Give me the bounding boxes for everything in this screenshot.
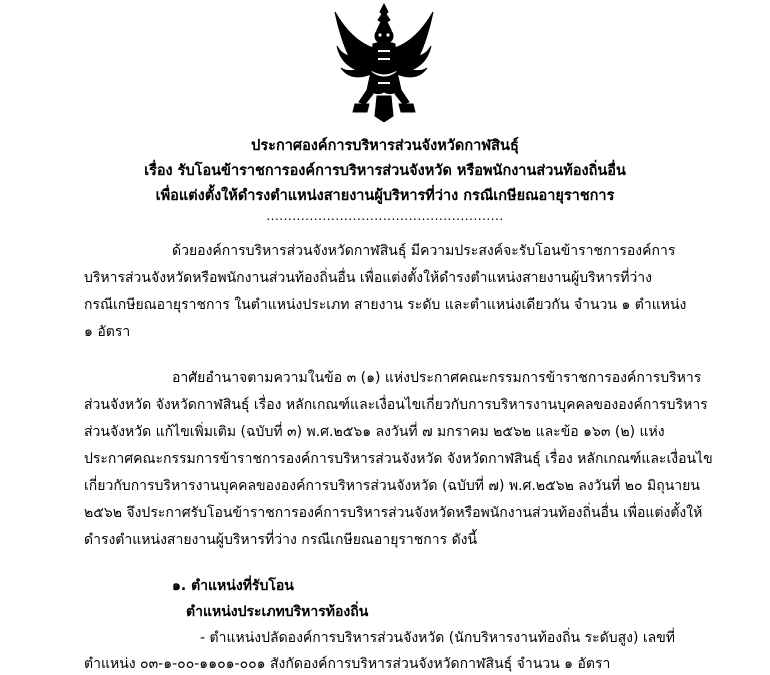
garuda-emblem-icon bbox=[331, 0, 437, 122]
paragraph-1-line: ๑ อัตรา bbox=[84, 324, 131, 340]
announcement-subject: เรื่อง รับโอนข้าราชการองค์การบริหารส่วนจังหวัด หรือพนักงานส่วนท้องถิ่นอื่น bbox=[144, 163, 626, 179]
paragraph-1-line: ด้วยองค์การบริหารส่วนจังหวัดกาฬสินธุ์ มีความประสงค์จะรับโอนข้าราชการองค์การ bbox=[172, 243, 676, 259]
paragraph-1-line: กรณีเกษียณอายุราชการ ในตำแหน่งประเภท สายงาน ระดับ และตำแหน่งเดียวกัน จำนวน ๑ ตำแหน่ง bbox=[84, 297, 687, 313]
paragraph-2-line: อาศัยอำนาจตามความในข้อ ๓ (๑) แห่งประกาศคณะกรรมการข้าราชการองค์การบริหาร bbox=[172, 370, 702, 386]
paragraph-2-line: ส่วนจังหวัด แก้ไขเพิ่มเติม (ฉบับที่ ๓) พ.ศ.๒๕๖๑ ลงวันที่ ๗ มกราคม ๒๕๖๒ และข้อ ๑๖๓ (๒) แห่ง bbox=[84, 424, 665, 440]
paragraph-2-line: ส่วนจังหวัด จังหวัดกาฬสินธุ์ เรื่อง หลักเกณฑ์และเงื่อนไขเกี่ยวกับการบริหารงานบุคคลขององค์การบริหาร bbox=[84, 397, 708, 413]
section-heading: ๑. ตำแหน่งที่รับโอน bbox=[172, 578, 294, 594]
position-item-line: - ตำแหน่งปลัดองค์การบริหารส่วนจังหวัด (นักบริหารงานท้องถิ่น ระดับสูง) เลขที่ bbox=[200, 630, 676, 646]
paragraph-2-line: เกี่ยวกับการบริหารงานบุคคลขององค์การบริหารส่วนจังหวัด (ฉบับที่ ๗) พ.ศ.๒๕๖๒ ลงวันที่ ๒๐ มิถุนายน bbox=[84, 478, 700, 494]
paragraph-1-line: บริหารส่วนจังหวัดหรือพนักงานส่วนท้องถิ่นอื่น เพื่อแต่งตั้งให้ดำรงตำแหน่งสายงานผู้บริหารที่ว่าง bbox=[84, 270, 653, 286]
paragraph-2-line: ๒๕๖๒ จึงประกาศรับโอนข้าราชการองค์การบริหารส่วนจังหวัดหรือพนักงานส่วนท้องถิ่นอื่น เพื่อแต่งตั้งให้ bbox=[84, 505, 703, 521]
title-separator: ....................................................... bbox=[266, 209, 504, 223]
position-item-line: ตำแหน่ง ๐๓-๑-๐๐-๑๑๐๑-๐๐๑ สังกัดองค์การบริหารส่วนจังหวัดกาฬสินธุ์ จำนวน ๑ อัตรา bbox=[84, 656, 611, 672]
paragraph-2-line: ดำรงตำแหน่งสายงานผู้บริหารที่ว่าง กรณีเกษียณอายุราชการ ดังนี้ bbox=[84, 532, 478, 548]
announcement-title: ประกาศองค์การบริหารส่วนจังหวัดกาฬสินธุ์ bbox=[251, 138, 519, 154]
section-subheading: ตำแหน่งประเภทบริหารท้องถิ่น bbox=[186, 604, 369, 620]
paragraph-2-line: ประกาศคณะกรรมการข้าราชการองค์การบริหารส่วนจังหวัด จังหวัดกาฬสินธุ์ เรื่อง หลักเกณฑ์และเงื่อนไข bbox=[84, 451, 713, 467]
announcement-subject-cont: เพื่อแต่งตั้งให้ดำรงตำแหน่งสายงานผู้บริหารที่ว่าง กรณีเกษียณอายุราชการ bbox=[155, 188, 615, 204]
